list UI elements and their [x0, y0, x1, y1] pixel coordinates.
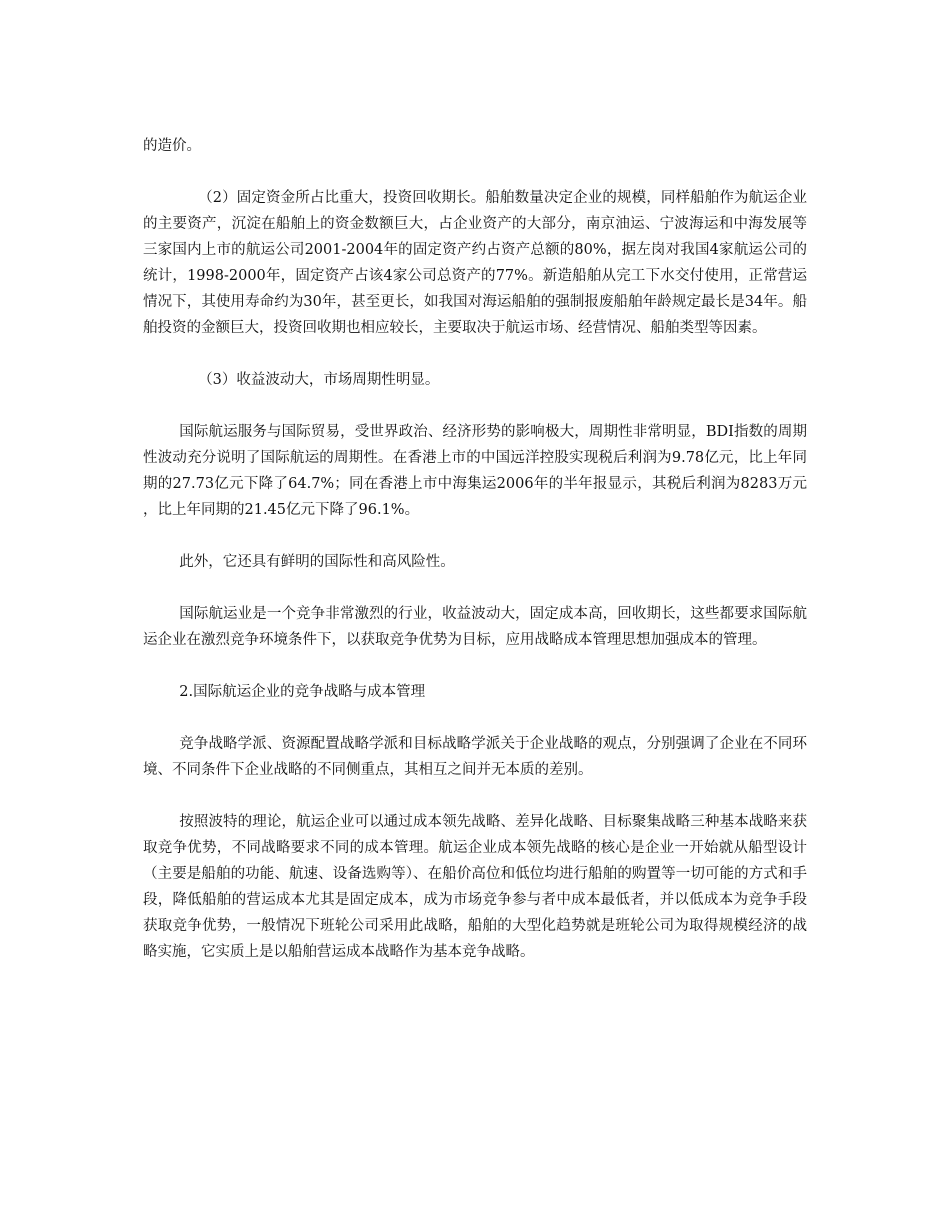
paragraph-competition-summary: 国际航运业是一个竞争非常激烈的行业，收益波动大，固定成本高，回收期长，这些都要求国际航运企业在激烈竞争环境条件下，以获取竞争优势为目标，应用战略成本管理思想加强成本的管理。: [143, 606, 807, 648]
paragraph-strategy-schools: 竞争战略学派、资源配置战略学派和目标战略学派关于企业战略的观点，分别强调了企业在不同环境、不同条件下企业战略的不同侧重点，其相互之间并无本质的差别。: [143, 736, 807, 778]
paragraph-porter-theory: 按照波特的理论，航运企业可以通过成本领先战略、差异化战略、目标聚集战略三种基本战略来获取竞争优势，不同战略要求不同的成本管理。航运企业成本领先战略的核心是企业一开始就从船型设计（主要是船舶的功能、航速、设备选购等）、在船价高位和低位均进行船舶的购置等一切可能的方式和手段，降低船舶的营运成本尤其是固定成本，成为市场竞争参与者中成本最低者，并以低成本为竞争手段获取竞争优势，一般情况下班轮公司采用此战略，船舶的大型化趋势就是班轮公司为取得规模经济的战略实施，它实质上是以船舶营运成本战略作为基本竞争战略。: [143, 814, 807, 960]
section-heading-strategy: 2.国际航运企业的竞争战略与成本管理: [179, 684, 426, 700]
paragraph-international-risk: 此外，它还具有鲜明的国际性和高风险性。: [179, 554, 455, 570]
paragraph-heading-revenue-volatility: （3）收益波动大，市场周期性明显。: [198, 372, 440, 388]
paragraph-continuation: 的造价。: [143, 138, 201, 154]
document-body: [143, 133, 807, 991]
paragraph-fixed-capital: （2）固定资金所占比重大，投资回收期长。船舶数量决定企业的规模，同样船舶作为航运企业的主要资产，沉淀在船舶上的资金数额巨大，占企业资产的大部分，南京油运、宁波海运和中海发展等三家国内上市的航运公司2001-2004年的固定资产约占资产总额的80%，据左岗对我国4家航运公司的统计，1998-2000年，固定资产占该4家公司总资产的77%。新造船舶从完工下水交付使用，正常营运情况下，其使用寿命约为30年，甚至更长，如我国对海运船舶的强制报废船舶年龄规定最长是34年。船舶投资的金额巨大，投资回收期也相应较长，主要取决于航运市场、经营情况、船舶类型等因素。: [143, 190, 807, 336]
paragraph-cyclicality: 国际航运服务与国际贸易，受世界政治、经济形势的影响极大，周期性非常明显，BDI指数的周期性波动充分说明了国际航运的周期性。在香港上市的中国远洋控股实现税后利润为9.78亿元，比上年同期的27.73亿元下降了64.7%；同在香港上市中海集运2006年的半年报显示，其税后利润为8283万元，比上年同期的21.45亿元下降了96.1%。: [143, 424, 807, 518]
